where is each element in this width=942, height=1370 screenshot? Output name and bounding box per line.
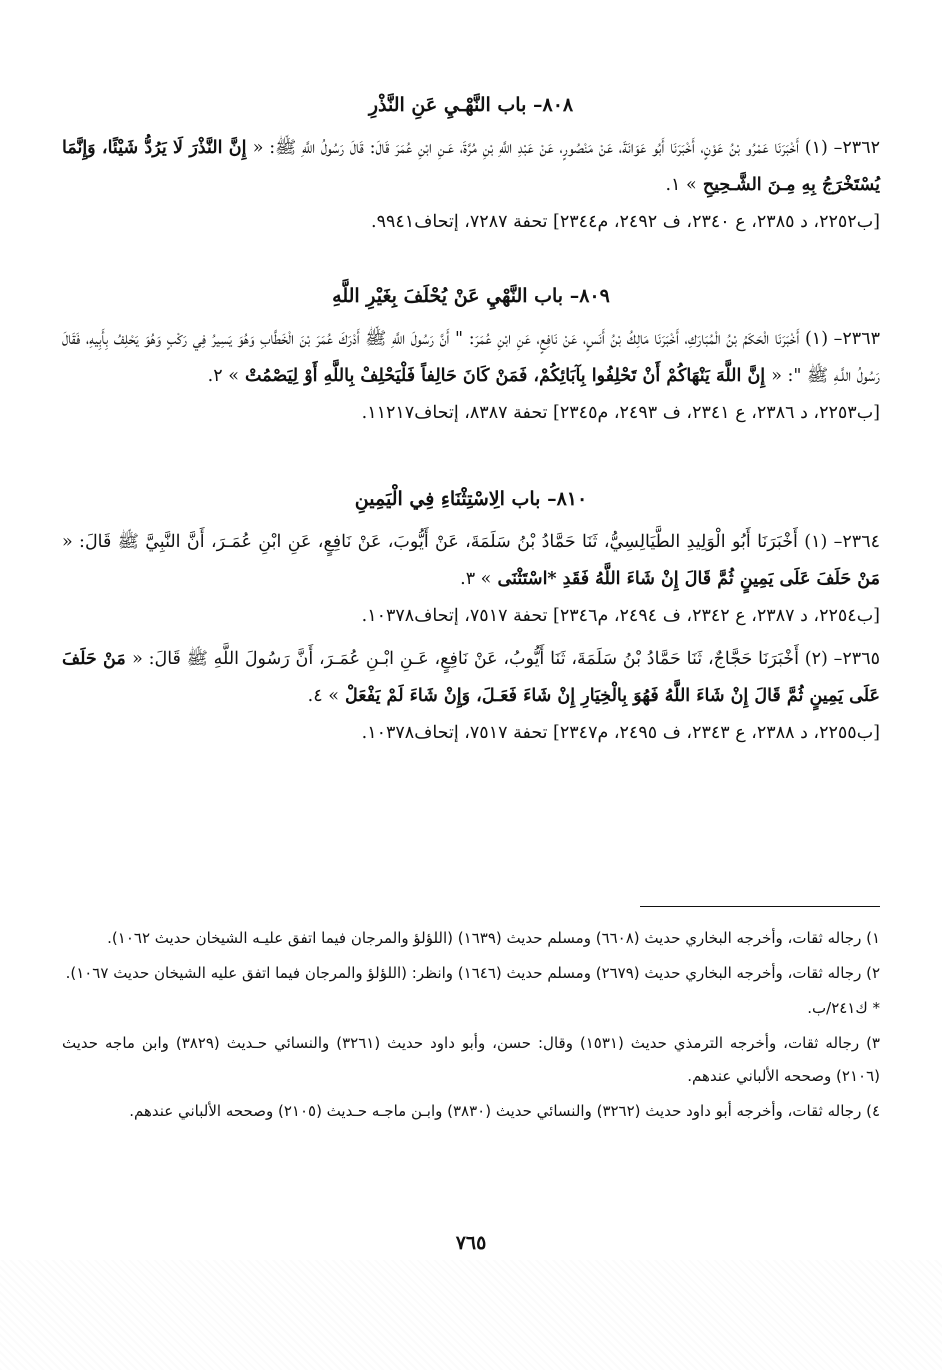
chapter-heading: ٨١٠– باب الِاسْتِثْنَاءِ فِي الْيَمِينِ — [354, 488, 588, 510]
hadith-narration: ٢٣٦٢– (١) أَخْبَرَنَا عَمْرُو بْنُ عَوْنٍ، أَخْبَرَنَا أَبُو عَوَانَةَ، عَنْ مَنْصُورٍ، عَنْ عَبْدِ اللَّهِ بْنِ مُرَّةَ، عَـنِ ابْنِ عُمَرَ قَالَ: قَالَ رَسُولُ اللَّهِ ﷺ: « — [252, 138, 881, 158]
hadith-matn: إِنَّ اللَّهَ يَنْهَاكُمْ أَنْ تَحْلِفُوا بِآبَائِكُمْ، فَمَنْ كَانَ حَالِفاً فَلْيَحْلِفْ بِاللَّهِ أَوْ لِيَصْمُتْ — [238, 366, 772, 386]
hadith-matn: مَنْ حَلَفَ عَلَى يَمِينٍ ثُمَّ قَالَ إِنْ شَاءَ اللَّهُ فَهُوَ بِالْخِيَارِ إِنْ شَاءَ فَعَـلَ، وَإِنْ شَاءَ لَمْ يَفْعَلْ — [62, 649, 880, 706]
hadith-narration: ٢٣٦٣– (١) أَخْبَرَنَا الْحَكَمُ بْنُ الْمُبَارَكِ، أَخْبَرَنَا مَالِكُ بْنُ أَنَسٍ، عَنْ نَافِعٍ، عَنِ ابْنِ عُمَرَ: " أَنَّ رَسُولَ اللَّهِ ﷺ أَدْرَكَ عُمَرَ بْنَ الْخَطَّابِ وَهُوَ يَسِيرُ فِي رَكْبٍ وَهُوَ يَحْلِفُ بِأَبِيهِ، فَقَالَ رَسُولُ اللَّـهِ ﷺ ": « — [62, 329, 881, 386]
hadith-end: » ٣. — [460, 569, 492, 589]
hadith-text — [62, 321, 880, 395]
hadith-end: » ٤. — [307, 686, 339, 706]
hadith-references: [ب٢٢٥٥، د ٢٣٨٨، ع ٢٣٤٣، ف ٢٤٩٥، م٢٣٤٧] تحفة ٧٥١٧، إتحاف١٠٣٧٨. — [361, 723, 880, 743]
footnote: ٢) رجاله ثقات، وأخرجه البخاري حديث (٢٦٧٩) ومسلم حديث (١٦٤٦) وانظر: (اللؤلؤ والمرجان فيما اتفق عليه الشيخان حديث ١٠٦٧). — [65, 964, 880, 982]
footnote: ٤) رجاله ثقات، وأخرجه أبو داود حديث (٣٢٦٢) والنسائي حديث (٣٨٣٠) وابـن ماجـه حـديث (٢١٠٥) وصححه الألباني عندهم. — [129, 1102, 880, 1120]
hadith-references: [ب٢٢٥٢، د ٢٣٨٥، ع ٢٣٤٠، ف ٢٤٩٢، م٢٣٤٤] تحفة ٧٢٨٧، إتحاف٩٩٤١. — [371, 212, 880, 232]
section-808 — [62, 88, 880, 241]
footnotes — [62, 922, 880, 1130]
chapter-heading: ٨٠٩– باب النَّهْيِ عَنْ يُحْلَفَ بِغَيْرِ اللَّهِ — [332, 285, 610, 307]
page-number: ٧٦٥ — [455, 1232, 487, 1254]
hadith-end: » ١. — [665, 175, 697, 195]
hadith-references: [ب٢٢٥٤، د ٢٣٨٧، ع ٢٣٤٢، ف ٢٤٩٤، م٢٣٤٦] تحفة ٧٥١٧، إتحاف١٠٣٧٨. — [361, 606, 880, 626]
footnote: ١) رجاله ثقات، وأخرجه البخاري حديث (٦٦٠٨) ومسلم حديث (١٦٣٩) (اللؤلؤ والمرجان فيما اتفق عليـه الشيخان حديث ١٠٦٢). — [107, 929, 880, 947]
hadith-matn: إِنَّ النَّذْرَ لَا يَرُدُّ شَيْئًا، وَإِنَّمَا يُسْتَخْرَجُ بِهِ مِـنَ الشَّـحِيحِ — [62, 138, 880, 195]
hadith-references: [ب٢٢٥٣، د ٢٣٨٦، ع ٢٣٤١، ف ٢٤٩٣، م٢٣٤٥] تحفة ٨٣٨٧، إتحاف١١٢١٧. — [361, 403, 880, 423]
hadith-text — [62, 130, 880, 204]
footnote-divider — [640, 906, 880, 907]
hadith-text — [62, 524, 880, 598]
footnote: ٣) رجاله ثقات، وأخرجه الترمذي حديث (١٥٣١) وقال: حسن، وأبو داود حديث (٣٢٦١) والنسائي حـديث (٣٨٢٩) وابن ماجه حديث (٢١٠٦) وصححه الألباني عندهم. — [62, 1034, 880, 1085]
footnote-manuscript-note: * ك٢٤١/ب. — [807, 999, 880, 1017]
hadith-narration: ٢٣٦٤– (١) أَخْبَرَنَا أَبُو الْوَلِيدِ الطَّيَالِسِيُّ، ثَنَا حَمَّادُ بْنُ سَلَمَةَ، عَنْ أَيُّوبَ، عَنْ نَافِعٍ، عَنِ ابْنِ عُمَـرَ، أَنَّ النَّبِيَّ ﷺ قَالَ: « — [62, 532, 881, 552]
section-809 — [62, 279, 880, 432]
hadith-matn: مَنْ حَلَفَ عَلَى يَمِينٍ ثُمَّ قَالَ إِنْ شَاءَ اللَّهُ فَقَدِ *اسْتَثْنَى — [491, 569, 880, 589]
chapter-heading: ٨٠٨– باب النَّهْـيِ عَنِ النَّذْرِ — [368, 94, 574, 116]
hadith-narration: ٢٣٦٥– (٢) أَخْبَرَنَا حَجَّاجٌ، ثَنَا حَمَّادُ بْنُ سَلَمَةَ، ثَنَا أَيُّوبُ، عَنْ نَافِعٍ، عَـنِ ابْـنِ عُمَـرَ، أَنَّ رَسُولَ اللَّهِ ﷺ قَالَ: « — [132, 649, 880, 669]
hadith-text — [62, 641, 880, 715]
section-810 — [62, 482, 880, 752]
hadith-end: » ٢. — [207, 366, 239, 386]
